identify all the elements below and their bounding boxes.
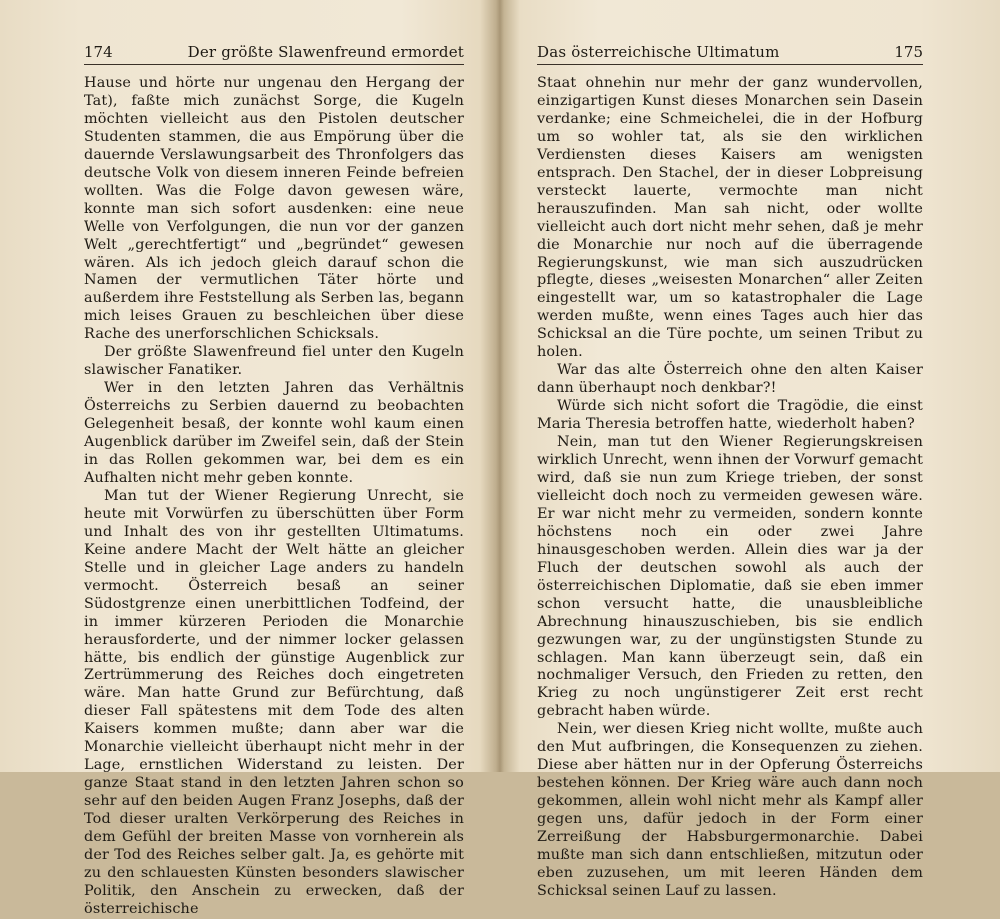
- left-paragraph-1: Hause und hörte nur ungenau den Hergang der Tat), faßte mich zunächst Sorge, die Kugeln möchten vielleicht aus den Pistolen deutscher Studenten stammen, die aus Empörung über die dauernde Verslawungsarbeit des Thronfolgers das deutsche Volk von diesem inneren Feinde befreien wollten. Was die Folge davon gewesen wäre, konnte man sich sofort ausdenken: eine neue Welle von Verfolgungen, die nun vor der ganzen Welt „gerechtfertigt“ und „begründet“ gewesen wären. Als ich jedoch gleich darauf schon die Namen der vermutlichen Täter hörte und außerdem ihre Feststellung als Serben las, begann mich leises Grauen zu beschleichen über diese Rache des unerforschlichen Schicksals.: [84, 75, 464, 343]
- right-paragraph-4: Nein, man tut den Wiener Regierungskreisen wirklich Unrecht, wenn ihnen der Vorwurf gemacht wird, daß sie nun zum Kriege trieben, der sonst vielleicht doch noch zu vermeiden gewesen wäre. Er war nicht mehr zu vermeiden, sondern konnte höchstens noch ein oder zwei Jahre hinausgeschoben werden. Allein dies war ja der Fluch der deutschen sowohl als auch der österreichischen Diplomatie, daß sie eben immer schon versucht hatte, die unausbleibliche Abrechnung hinauszuschieben, bis sie endlich gezwungen war, zu der ungünstigsten Stunde zu schlagen. Man kann überzeugt sein, daß ein nochmaliger Versuch, den Frieden zu retten, den Krieg zu noch ungünstigerer Zeit erst recht gebracht haben würde.: [537, 434, 923, 720]
- right-paragraph-3: Würde sich nicht sofort die Tragödie, die einst Maria Theresia betroffen hatte, wiederholt haben?: [537, 398, 923, 433]
- left-body-text: [84, 75, 464, 919]
- right-paragraph-1: Staat ohnehin nur mehr der ganz wundervollen, einzigartigen Kunst dieses Monarchen sein Dasein verdanke; eine Schmeichelei, die in der Hofburg um so wohler tat, als sie den wirklichen Verdiensten dieses Kaisers am wenigsten entsprach. Den Stachel, der in dieser Lobpreisung versteckt lauerte, vermochte man nicht herauszufinden. Man sah nicht, oder wollte vielleicht auch dort nicht mehr sehen, daß je mehr die Monarchie nur noch auf die überragende Regierungskunst, wie man sich auszudrücken pflegte, dieses „weisesten Monarchen“ aller Zeiten eingestellt war, um so katastrophaler die Lage werden mußte, wenn eines Tages auch hier das Schicksal an die Türe pochte, um seinen Tribut zu holen.: [537, 75, 923, 361]
- left-page-header: [84, 40, 464, 64]
- right-page: [500, 0, 1000, 899]
- right-page-header: [537, 40, 923, 64]
- left-paragraph-3: Wer in den letzten Jahren das Verhältnis Österreichs zu Serbien dauernd zu beobachten Gelegenheit besaß, der konnte wohl kaum einen Augenblick darüber im Zweifel sein, daß der Stein in das Rollen gekommen war, bei dem es ein Aufhalten nicht mehr geben konnte.: [84, 380, 464, 486]
- right-paragraph-2: War das alte Österreich ohne den alten Kaiser dann überhaupt noch denkbar?!: [537, 362, 923, 397]
- left-paragraph-4: Man tut der Wiener Regierung Unrecht, sie heute mit Vorwürfen zu überschütten über Form und Inhalt des von ihr gestellten Ultimatums. Keine andere Macht der Welt hätte an gleicher Stelle und in gleicher Lage anders zu handeln vermocht. Österreich besaß an seiner Südostgrenze einen unerbittlichen Todfeind, der in immer kürzeren Perioden die Monarchie herausforderte, und der nimmer locker gelassen hätte, bis endlich der günstige Augenblick zur Zertrümmerung des Reiches doch eingetreten wäre. Man hatte Grund zur Befürchtung, daß dieser Fall spätestens mit dem Tode des alten Kaisers kommen mußte; dann aber war die Monarchie vielleicht überhaupt nicht mehr in der Lage, ernstlichen Widerstand zu leisten. Der ganze Staat stand in den letzten Jahren schon so sehr auf den beiden Augen Franz Josephs, daß der Tod dieser uralten Verkörperung des Reiches in dem Gefühl der breiten Masse von vornherein als der Tod des Reiches selber galt. Ja, es gehörte mit zu den schlauesten Künsten besonders slawischer Politik, den Anschein zu erwecken, daß der österreichische: [84, 487, 464, 917]
- right-paragraph-5: Nein, wer diesen Krieg nicht wollte, mußte auch den Mut aufbringen, die Konsequenzen zu ziehen. Diese aber hätten nur in der Opferung Österreichs bestehen können. Der Krieg wäre auch dann noch gekommen, allein wohl nicht mehr als Kampf aller gegen uns, dafür jedoch in der Form einer Zerreißung der Habsburgermonarchie. Dabei mußte man sich dann entschließen, mitzutun oder eben zuzusehen, um mit leeren Händen dem Schicksal seinen Lauf zu lassen.: [537, 721, 923, 899]
- left-page-number: 174: [84, 43, 113, 61]
- right-body-text: [537, 75, 923, 901]
- right-page-number: 175: [894, 43, 923, 61]
- left-paragraph-2: Der größte Slawenfreund fiel unter den Kugeln slawischer Fanatiker.: [84, 344, 464, 379]
- left-header-rule: [84, 64, 464, 65]
- left-running-title: Der größte Slawenfreund ermordet: [187, 43, 464, 61]
- right-header-rule: [537, 64, 923, 65]
- left-page: [0, 0, 500, 917]
- right-running-title: Das österreichische Ultimatum: [537, 43, 780, 61]
